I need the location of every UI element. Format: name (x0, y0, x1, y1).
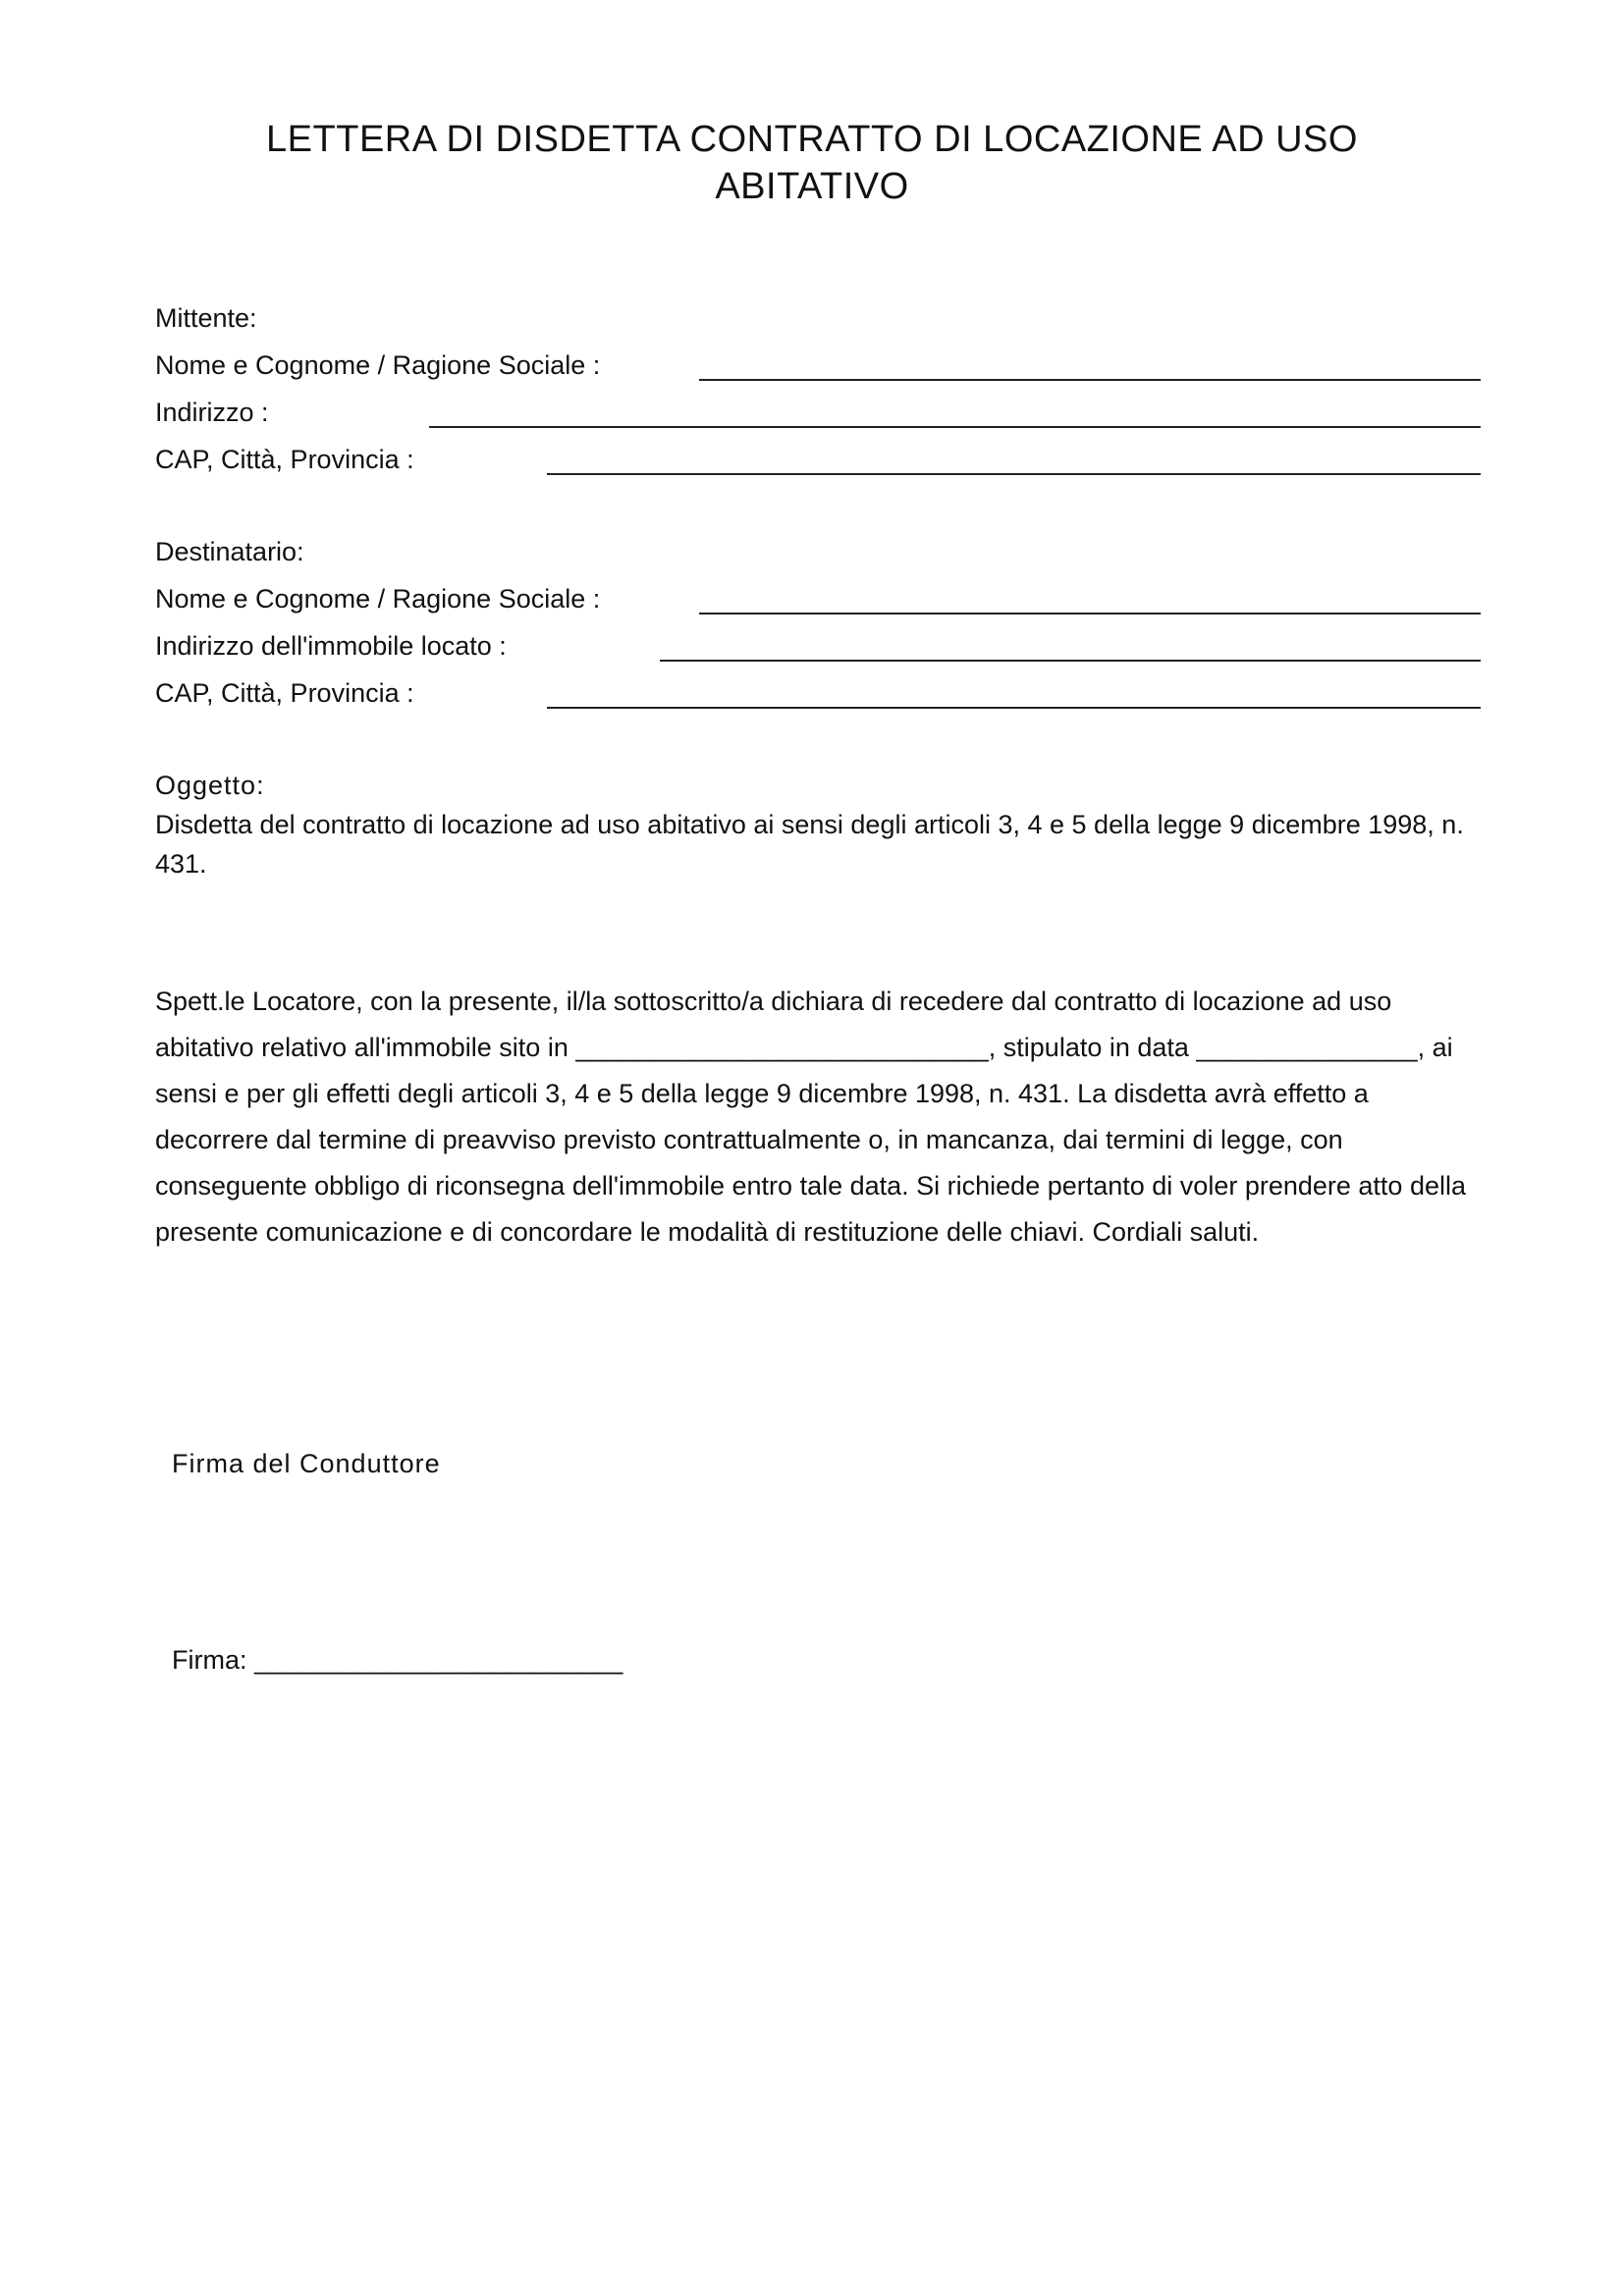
mittente-section (155, 294, 1481, 483)
destinatario-address-field[interactable] (660, 660, 1481, 662)
letter-body-section (155, 979, 1481, 1255)
mittente-name-row (155, 342, 1481, 389)
destinatario-section (155, 528, 1481, 717)
destinatario-address-row (155, 622, 1481, 669)
mittente-name-label: Nome e Cognome / Ragione Sociale : (155, 350, 601, 380)
destinatario-name-label: Nome e Cognome / Ragione Sociale : (155, 584, 601, 614)
destinatario-city-field[interactable] (547, 707, 1481, 709)
letter-body: Spett.le Locatore, con la presente, il/la sottoscritto/a dichiara di recedere dal contratto di locazione ad uso abitativo relativo all'immobile sito in ____________________________, stipulato in data _______________, ai sensi e per gli effetti degli articoli 3, 4 e 5 della legge 9 dicembre 1998, n. 431. La disdetta avrà effetto a decorrere dal termine di preavviso previsto contrattualmente o, in mancanza, dai termini di legge, con conseguente obbligo di riconsegna dell'immobile entro tale data. Si richiede pertanto di voler prendere atto della presente comunicazione e di concordare le modalità di restituzione delle chiavi. Cordiali saluti. (155, 987, 1466, 1247)
destinatario-address-label: Indirizzo dell'immobile locato : (155, 631, 507, 661)
signature-heading: Firma del Conduttore (172, 1449, 441, 1478)
oggetto-text: Disdetta del contratto di locazione ad uso abitativo ai sensi degli articoli 3, 4 e 5 della legge 9 dicembre 1998, n. 431. (155, 810, 1464, 879)
destinatario-city-label: CAP, Città, Provincia : (155, 678, 414, 708)
mittente-name-field[interactable] (699, 379, 1481, 381)
mittente-heading: Mittente: (155, 303, 257, 333)
mittente-city-field[interactable] (547, 473, 1481, 475)
destinatario-heading: Destinatario: (155, 537, 304, 566)
destinatario-city-row (155, 669, 1481, 717)
destinatario-name-row (155, 575, 1481, 622)
signature-line[interactable]: Firma: _________________________ (172, 1645, 623, 1675)
mittente-city-label: CAP, Città, Provincia : (155, 445, 414, 474)
mittente-address-row (155, 389, 1481, 436)
mittente-city-row (155, 436, 1481, 483)
document-title: LETTERA DI DISDETTA CONTRATTO DI LOCAZIONE AD USO ABITATIVO (266, 119, 1358, 207)
destinatario-name-field[interactable] (699, 613, 1481, 614)
mittente-address-label: Indirizzo : (155, 398, 269, 427)
oggetto-heading: Oggetto: (155, 771, 265, 800)
oggetto-section (155, 766, 1481, 883)
mittente-address-field[interactable] (429, 426, 1481, 428)
